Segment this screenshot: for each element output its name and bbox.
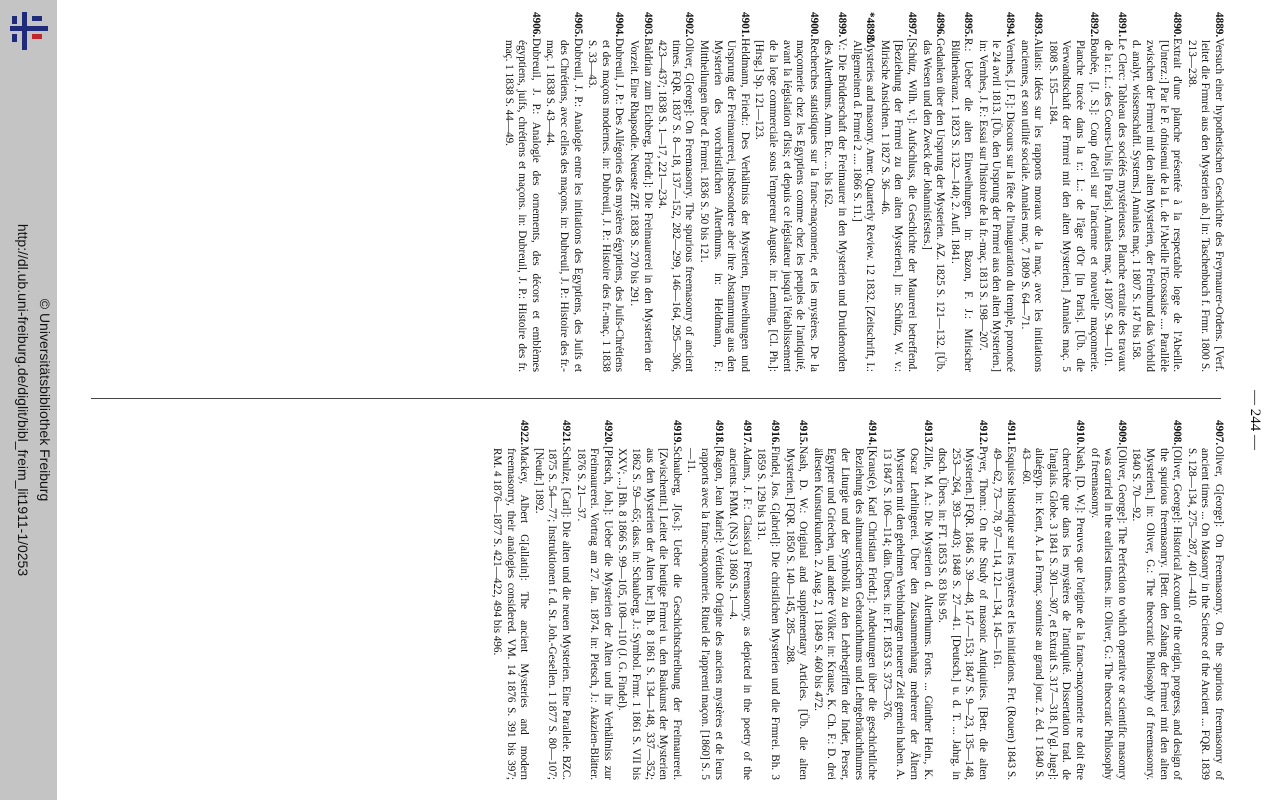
bibliography-entry [684,420,725,780]
bibliography-entry [655,12,696,372]
copyright-notice: © Universitätsbibliothek Freiburg [37,298,53,502]
entry-number: 4921. [560,420,573,446]
bibliography-entry [626,12,653,372]
entry-number: 4893. [1032,12,1045,38]
entry-number: 4899. [835,12,848,38]
bibliography-entry [919,12,946,372]
bibliography-entry [696,12,750,372]
bibliography-entry [752,12,820,372]
bibliography-entry [1087,420,1128,780]
bibliography-entry [975,12,1016,372]
bibliography-entry [1129,12,1183,372]
bibliography-entry [1017,12,1044,372]
entry-number: 4900. [807,12,820,38]
entry-number: 4913. [921,420,934,446]
document-page [57,0,1281,800]
entry-number: 4890. [1171,12,1184,38]
entry-number: 4908. [1171,420,1184,446]
entry-number: 4894. [1004,12,1017,38]
entry-text: [Oliver, George]: The Perfection to which operative or scientific masonry was carried in the earliest times. in: Oliver, G.: The theocratic Philosophy of freemasonry. [1088,446,1128,780]
entry-number: 4915. [797,420,810,446]
entry-text: Schulze, [Carl]: Die alten und die neuen Mysterien. Eine Parallele. BZC. 1875 S. 54—77; Instruktionen f. d. St. Joh.-Gesellen. 1 1877 S. 80—107; [Neudr.] 1892. [532,446,573,780]
entry-text: Boubée, [J. S.]: Coup d'oeil sur l'ancienne et nouvelle maçonnerie. Planche tracée dans la r.: L.: de l'âge d'Or [in Paris]. [Üb. die Verwandtschaft der Frmrei mit den alten Mysterien.] Annales maç. 5 1808 S. 155—184. [1046,38,1100,372]
entry-text: [Schütz, Wilh. v.]: Aufschluss, die Geschichte der Maurerei betreffend. [Beziehung der Frmrei zu den alten Mysterien.] in: Schütz, W. v.: Mirische Ansichten. 1 1827 S. 36—46. [878,38,918,372]
bibliography-entry [1184,420,1225,780]
entry-number: 4906. [529,12,542,38]
bibliography-entry [1045,12,1099,372]
entry-number: 4918. [712,420,725,446]
entry-text: Nash, D. W.: Original and supplementary Articles. [Üb. die alten Mysterien.] FQR. 1850 S. 140—145, 285—288. [783,446,810,780]
entry-number: 4919. [670,420,683,446]
entry-text: [Pletsch, Joh.]: Ueber die Mysterien der Alten und ihr Verhältniss zur Freimaurerei. Vortrag am 27. Jan. 1874. in: Pletsch, J.: Akazien-Blätter. 1876 S. 21—37. [574,446,614,780]
bibliography-entry [615,420,683,780]
entry-number: 4912. [976,420,989,446]
entry-text: Oliver, G[eorge]: On Freemasonry. The spurious freemasonry of ancient times. FQR. 1837 S. 8—18, 137—152, 282—299, 146—164, 295—306, 423—437; 1838 S. 1—17, 221—234. [656,38,696,372]
entry-text: [Ragon, Jean Marie]: Véritable Origine des anciens mystères et de leurs rapports avec la franc-maçonnerie. Rituel de l'apprenti maçon. [1860] S. 5—11. [685,446,725,780]
bibliography-entry [877,12,918,372]
entry-text: [Oliver, George]: Historical Account of the origin, progress, and design of the spurious freemasonry. [Betr. den Zshang der Frmrei mit den alten Mysterien.] in: Oliver, G.: The theocratic Philosophy of freemasonry. 1840 S. 70—92. [1130,446,1184,780]
entry-text: Findel, Jos. G[abriel]: Die christlichen Mysterien und die Frmrei. Bh. 3 1859 S. 129 bis 131. [755,446,781,780]
entry-text: Recherches statistiques sur la franc-maçonnerie, et les mystères. De la maçonnerie chez les Egyptiens comme chez les peuples de l'antiquité, avant la législation d'Isis; et depuis ce législateur jusqu'à l'établissement de la loge commerciale sous l'empereur Auguste. in: Lenning, [Cl. Ph.]: [Hrsg.] Sp. 121—123. [753,38,820,372]
bibliography-entry [947,12,974,372]
bibliography-entry [754,420,781,780]
entry-number: 4897. [905,12,918,38]
bibliography-entry [573,420,614,780]
bibliography-entry [531,420,572,780]
entry-text: R.: Ueber die alten Einweihungen. in: Bazon, F. J.: Mirischer Blüthenkranz. 1 1823 S. 132—140; 2. Aufl. 1841. [948,38,975,372]
entry-number: 4891. [1115,12,1128,38]
entry-text: [Kraus(e), Karl Christian Friedr.]: Andeutungen über die geschichtliche Beziehung des altmaurerischen Gebrauchthums und Lehrgebräuchthumes der Liturgie und der Symbolik zu den Lehrbegriffen der Inder, Perser, Egypter und Griechen, und andere Völker. in: Krause, K. Ch. F.: D. drei ältesten Kunsturkunden. 2. Ausg. 2, 1 1849 S. 460 bis 472. [811,446,879,780]
bibliography-entry [490,420,531,780]
entry-text: Schauberg, J[os.]: Ueber die Geschichtschreibung der Freimaurerei. [Zwischentit.] Leitet die heutige Frmrei u. den Baukunst der Mysterien aus den Mysterien der Alten her.] Bh. 8 1861 S. 134—148, 337—352; 1862 S. 59—65; dass. in: Schauberg, J.: Symbol. Frmr. 1 1861 S. VII bis XXV; ...] Bh. 8 1866 S. 99—105, 108—110 (J. G. Findel). [616,446,683,780]
entry-text: Versuch einer hypothetischen Geschichte des Freymaurer-Ordens. [Verf. leitet die Frmrei aus den Mysterien ab.] in: Taschenbuch f. Frmr. 1800 S. 213—238. [1185,38,1225,372]
viewer-vertical-text [0,0,57,800]
bibliography-entry [1184,12,1225,372]
entry-text: Adams, J. F.: Classical Freemasonry, as depicted in the poetry of the ancients. FMM. (NS.) 3 1860 S. 1—4. [727,446,753,780]
entry-text: Mysteries and masonry. Amer. Quarterly Review. 12 1832. [Zeitschrift, I.: Allgemeinen d. Frmrei 2 .... 1866 S. 11.] [850,38,877,372]
entry-text: Esquisse historique sur les mystères et les initiations. Frt. (Rouen) 1843 S. 49—62, 73—78, 97—114, 121—134, 145—161. [991,446,1018,780]
entry-number: 4902. [683,12,696,38]
entry-number: 4922. [518,420,531,446]
entry-text: Nash, [D. W.]: Preuves que l'origine de la franc-maçonnerie ne doit être cherchée que dans les mystères de l'antiquité. Dissertation trad. de l'anglais. Globe. 3 1841 S. 301—307, et Extrait S. 317—318. [Vgl. Juge]: altaégyp. in: Kent, A. La Frmaç. soumise au grand jour. 2. éd. 1 1840 S. 43—60. [1019,446,1087,780]
entry-number: 4904. [613,12,626,38]
left-column [500,12,1225,372]
bibliography-entry [1018,420,1086,780]
bibliography-entry [849,12,876,372]
entry-number: 4903. [641,12,654,38]
entry-text: Oliver, G[eorge]: On Freemasonry. On the spurious freemasonry of ancient times ... On Masonry in the Science of the Ancient ... FQR. 1839 S. 128—134, 275—287, 401—410. [1185,446,1225,780]
entry-number: 4901. [738,12,751,38]
bibliography-entry [585,12,626,372]
entry-number: 4895. [962,12,975,38]
entry-number: 4916. [769,420,781,446]
entry-number: 4892. [1087,12,1100,38]
entry-text: Extrait d'une planche présentée à la respectable loge de l'Abeille. [Unterz.:] Par le F. ofnisenui de la L. de l'Abeille l'Ecossaise .... Parallèle zwischen der Frmrei mit den alten Mysterien, der Freimbund das Vorbild d. analyt. wissenschaftl. Systems.] Annales maç. 1 1807 S. 147 bis 158. [1130,38,1184,372]
bibliography-entry [1129,420,1183,780]
bibliography-entry [782,420,809,780]
entry-number: 4917. [740,420,753,446]
entry-text: Le Clerc: Tableau des sociétés mystérieuses. Planche extraite des travaux de la r.: L.: des Coeurs-Unis [in Paris]. Annales maç. 4 1807 S. 94—101. [1102,38,1128,372]
entry-text: Dubreuil, J. P.: Des Allégories des mystères égyptiens, des Juifs-Chrétiens et des maçons modernes. in: Dubreuil, J. P.: Histoire des fr.-maç. 1 1838 S. 33—43. [586,38,626,372]
entry-number: 4910. [1074,420,1087,446]
entry-number: 4920. [601,420,614,446]
entry-number: 4911. [1005,420,1018,445]
entry-number: *4898. [864,12,877,43]
entry-text: Heldmann, Friedr.: Des Verhältniss der Mysterien, Einweihungen und Ursprung der Freimaurerei, insbesondere aber ihre Abstammung aus den Mysterien des vorchristlichen Alterthums. in: Heldmann, F.: Mittheilungen über d. Frmrei. 1836 S. 50 bis 121. [698,38,751,372]
entry-number: 4907. [1213,420,1225,446]
bibliography-entry [935,420,989,780]
entry-text: Gedanken über den Ursprung der Mysterien. AZ. 1825 S. 121—132. [Üb. das Wesen und den Zweck der Johannisfestes.] [920,38,947,372]
entry-number: 4909. [1115,420,1128,446]
rotated-page-content [57,0,1281,800]
entry-number: 4905. [571,12,584,38]
bibliography-entry [543,12,584,372]
entry-text: Aliatis: Idées sur les rapports moraux de la maç. avec les initiations anciennes, et son utilité sociale. Annales maç. 7 1809 S. 64—71. [1018,38,1045,372]
entry-text: V.: Die Brüderschaft der Freimaurer in den Mysterien und Druidenorden des Alterthums. Anm. Etc. ... bis 162. [822,38,848,372]
entry-number: 4896. [934,12,947,38]
entry-text: Dubreuil, J. P.: Analogie entre les initiations des Egyptiens, des Juifs et des Chrétiens, avec celles des maçons. in: Dubreuil, J. P.: Histoire des fr.-maç. 1 1838 S. 43—44. [544,38,584,372]
bibliography-entry [726,420,753,780]
bibliography-entry [501,12,542,372]
entry-text: Mackey, Albert G[allatin]: The ancient Mysteries and modern freemasonry, their analogies considered. VM. 14 1876 S. 391 bis 397; RM. 4 1876—1877 S. 421—422, 494 bis 496. [491,446,531,780]
entry-text: Baldrian zum Eichberg, Friedr.]: Die Freimaurerei in den Mysterien der Vorzeit. Eine Rhapsodie. Neueste ZfF. 1838 S. 270 bis 291. [628,38,654,372]
entry-text: Zille, M. A.: Die Mysterien d. Alterthums. Forts. ... Günther Hein., K. Oscar Lehrlingerei. Über den Zusammenhang mehrerer der Ältern Mysterien mit den geheimen Verbindungen neuerer Zeit gemein haben. A. 13 1847 S. 106—114; dän. Übers. in: FT. 1853 S. 373—376. [880,446,934,780]
bibliography-entry [879,420,933,780]
bibliography-entry [821,12,848,372]
document-url[interactable]: http://dl.ub.uni-freiburg.de/diglit/bibl_freim_lit1911-1/0253 [15,223,31,577]
right-column [489,420,1225,780]
entry-text: Pryer, Thom.: On the Study of masonic Antiquities. [Betr. die alten Mysterien.] FQR. 1846 S. 39—48, 147—153; 1847 S. 9—23, 135—148, 253—264, 393—403; 1848 S. 27—41. [Deutsch.] u. d. T. ... Jahrg. in dtsch. Übers. in: FT. 1853 S. 83 bis 95. [936,446,989,780]
viewer-sidebar [0,0,57,800]
column-divider [91,398,1221,399]
bibliography-entry [810,420,878,780]
entry-number: 4889. [1213,12,1225,38]
entry-text: Vernhes, [J. F.]: Discours sur la fête de l'inauguration du temple, prononcé le 24 avril 1813. [Üb. den Ursprung der Frmrei aus den alten Mysterien.] in: Vernhes, J. F.: Essai sur l'histoire de la fr.-maç. 1813 S. 198—207. [976,38,1017,372]
entry-text: Dubreuil, J. P.: Analogie des ornements, des décors et emblèmes égyptiens, juifs, chrétiens et maçons. in: Dubreuil, J. P.: Histoire des fr. maç. 1 1838 S. 44—49. [502,38,542,372]
page-number: — 244 — [1247,390,1263,450]
bibliography-entry [1101,12,1128,372]
bibliography-entry [990,420,1017,780]
entry-number: 4914. [866,420,879,446]
